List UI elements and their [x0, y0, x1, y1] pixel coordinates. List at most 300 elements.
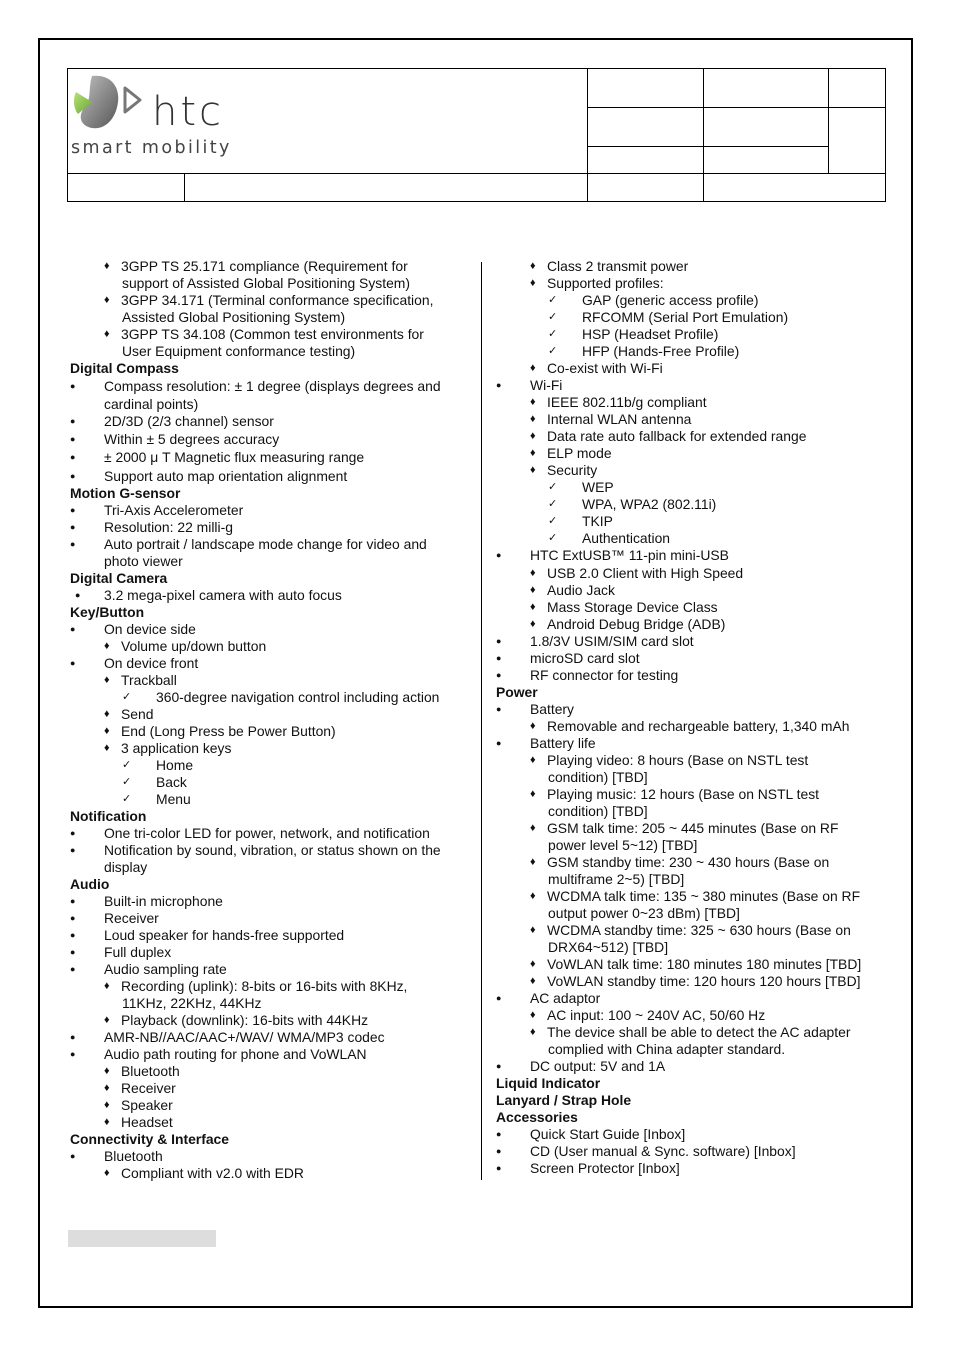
spec-text: Receiver — [104, 910, 159, 926]
spec-line — [496, 343, 739, 360]
spec-text: Back — [156, 774, 187, 790]
spec-line — [70, 791, 191, 808]
spec-text: GSM standby time: 230 ~ 430 hours (Base on — [547, 854, 830, 870]
header-col-line — [703, 69, 704, 202]
spec-text: ± 2000 μ T Magnetic flux measuring range — [104, 449, 365, 465]
spec-line — [496, 905, 740, 922]
brand-tagline: smart mobility — [71, 138, 232, 158]
checkmark-icon: ✓ — [548, 345, 558, 357]
spec-line — [496, 837, 697, 854]
section-heading — [70, 360, 179, 377]
spec-line — [70, 1012, 368, 1029]
spec-line — [70, 502, 243, 519]
spec-text: 1.8/3V USIM/SIM card slot — [530, 633, 694, 649]
header-col-line — [184, 173, 185, 202]
spec-line — [70, 258, 408, 275]
checkmark-icon: ✓ — [548, 532, 558, 544]
spec-line — [70, 638, 266, 655]
spec-line — [496, 956, 861, 973]
diamond-bullet-icon: ♦ — [530, 822, 536, 834]
spec-line — [70, 842, 441, 859]
spec-text: Notification by sound, vibration, or status shown on the — [104, 842, 441, 858]
spec-text: cardinal points) — [104, 396, 199, 412]
spec-text: HSP (Headset Profile) — [582, 326, 719, 342]
spec-text: Audio Jack — [547, 582, 615, 598]
diamond-bullet-icon: ♦ — [530, 958, 536, 970]
spec-text: Screen Protector [Inbox] — [530, 1160, 680, 1176]
spec-text: Within ± 5 degrees accuracy — [104, 431, 280, 447]
bullet-icon: ● — [70, 947, 76, 957]
bullet-icon: ● — [496, 380, 502, 390]
bullet-icon: ● — [70, 1151, 76, 1161]
spec-text: DRX64~512) [TBD] — [548, 939, 669, 955]
spec-text: Playback (downlink): 16-bits with 44KHz — [121, 1012, 369, 1028]
spec-text: On device side — [104, 621, 196, 637]
spec-text: Recording (uplink): 8-bits or 16-bits with 8KHz, — [121, 978, 408, 994]
spec-text: Resolution: 22 milli-g — [104, 519, 233, 535]
spec-text: GAP (generic access profile) — [582, 292, 759, 308]
bullet-icon: ● — [75, 590, 81, 600]
spec-line — [70, 689, 439, 706]
spec-text: Accessories — [496, 1109, 578, 1125]
spec-text: WEP — [582, 479, 614, 495]
spec-text: Digital Camera — [70, 570, 168, 586]
spec-line — [70, 519, 233, 536]
spec-text: Quick Start Guide [Inbox] — [530, 1126, 686, 1142]
spec-line — [70, 1165, 304, 1182]
section-heading — [70, 604, 144, 621]
spec-text: Playing music: 12 hours (Base on NSTL test — [547, 786, 820, 802]
spec-text: Home — [156, 757, 194, 773]
spec-line — [496, 565, 743, 582]
spec-line — [496, 786, 819, 803]
diamond-bullet-icon: ♦ — [530, 975, 536, 987]
spec-text: multiframe 2~5) [TBD] — [548, 871, 685, 887]
diamond-bullet-icon: ♦ — [104, 1099, 110, 1111]
spec-line — [496, 1024, 850, 1041]
spec-text: 3 application keys — [121, 740, 232, 756]
spec-line — [496, 667, 678, 684]
spec-line — [70, 1148, 163, 1165]
spec-text: Connectivity & Interface — [70, 1131, 230, 1147]
spec-line — [70, 995, 261, 1012]
spec-text: condition) [TBD] — [548, 769, 648, 785]
spec-line — [496, 582, 615, 599]
spec-text: Lanyard / Strap Hole — [496, 1092, 632, 1108]
section-heading — [70, 876, 109, 893]
spec-text: microSD card slot — [530, 650, 640, 666]
diamond-bullet-icon: ♦ — [530, 567, 536, 579]
bullet-icon: ● — [70, 964, 76, 974]
checkmark-icon: ✓ — [122, 759, 132, 771]
spec-text: IEEE 802.11b/g compliant — [547, 394, 707, 410]
spec-text: Tri-Axis Accelerometer — [104, 502, 244, 518]
spec-line — [70, 396, 198, 413]
spec-text: Co-exist with Wi-Fi — [547, 360, 663, 376]
diamond-bullet-icon: ♦ — [530, 430, 536, 442]
bullet-icon: ● — [70, 416, 76, 426]
spec-line — [496, 718, 849, 735]
header-row-divider — [68, 173, 886, 174]
spec-text: Removable and rechargeable battery, 1,340 mAh — [547, 718, 850, 734]
spec-text: ELP mode — [547, 445, 612, 461]
bullet-icon: ● — [496, 993, 502, 1003]
bullet-icon: ● — [70, 930, 76, 940]
spec-line — [496, 769, 648, 786]
spec-text: The device shall be able to detect the AC adapter — [547, 1024, 851, 1040]
spec-line — [70, 893, 223, 910]
bullet-icon: ● — [70, 505, 76, 515]
bullet-icon: ● — [496, 1163, 502, 1173]
diamond-bullet-icon: ♦ — [530, 924, 536, 936]
spec-text: Built-in microphone — [104, 893, 223, 909]
spec-line — [70, 1046, 367, 1063]
diamond-bullet-icon: ♦ — [530, 856, 536, 868]
spec-line — [70, 431, 279, 448]
spec-text: Trackball — [121, 672, 177, 688]
spec-text: User Equipment conformance testing) — [122, 343, 356, 359]
spec-text: Support auto map orientation alignment — [104, 468, 348, 484]
spec-text: support of Assisted Global Positioning System) — [122, 275, 410, 291]
spec-line — [496, 752, 808, 769]
checkmark-icon: ✓ — [122, 776, 132, 788]
spec-line — [70, 413, 274, 430]
spec-text: Audio path routing for phone and VoWLAN — [104, 1046, 367, 1062]
spec-text: Mass Storage Device Class — [547, 599, 718, 615]
spec-text: Full duplex — [104, 944, 172, 960]
spec-line — [70, 326, 424, 343]
spec-line — [70, 378, 441, 395]
spec-text: 11KHz, 22KHz, 44KHz — [122, 995, 262, 1011]
diamond-bullet-icon: ♦ — [530, 464, 536, 476]
diamond-bullet-icon: ♦ — [530, 396, 536, 408]
spec-text: 360-degree navigation control including action — [156, 689, 440, 705]
section-heading — [496, 1075, 600, 1092]
spec-line — [70, 536, 427, 553]
spec-text: Compliant with v2.0 with EDR — [121, 1165, 304, 1181]
bullet-icon: ● — [70, 624, 76, 634]
bullet-icon: ● — [496, 704, 502, 714]
spec-text: 3.2 mega-pixel camera with auto focus — [104, 587, 342, 603]
spec-text: Compass resolution: ± 1 degree (displays degrees and — [104, 378, 441, 394]
spec-text: Android Debug Bridge (ADB) — [547, 616, 726, 632]
spec-text: Speaker — [121, 1097, 173, 1113]
spec-text: 3GPP TS 34.108 (Common test environments for — [121, 326, 424, 342]
diamond-bullet-icon: ♦ — [104, 328, 110, 340]
spec-line — [496, 990, 600, 1007]
spec-line — [496, 258, 688, 275]
spec-line — [70, 859, 147, 876]
diamond-bullet-icon: ♦ — [104, 1014, 110, 1026]
spec-text: WPA, WPA2 (802.11i) — [582, 496, 717, 512]
spec-line — [70, 978, 407, 995]
diamond-bullet-icon: ♦ — [530, 413, 536, 425]
brand-wordmark: htc — [152, 89, 225, 135]
spec-text: Bluetooth — [121, 1063, 180, 1079]
spec-line — [70, 672, 177, 689]
spec-text: End (Long Press be Power Button) — [121, 723, 336, 739]
spec-line — [496, 513, 613, 530]
spec-text: Security — [547, 462, 598, 478]
spec-line — [496, 309, 788, 326]
column-divider — [481, 262, 482, 1180]
diamond-bullet-icon: ♦ — [530, 618, 536, 630]
spec-text: Liquid Indicator — [496, 1075, 601, 1091]
spec-line — [496, 820, 838, 837]
bullet-icon: ● — [70, 522, 76, 532]
bullet-icon: ● — [496, 1061, 502, 1071]
section-heading — [496, 1109, 578, 1126]
spec-line — [70, 910, 159, 927]
spec-line — [70, 774, 187, 791]
spec-line — [496, 479, 614, 496]
spec-text: Battery life — [530, 735, 596, 751]
spec-line — [496, 292, 759, 309]
bullet-icon: ● — [70, 658, 76, 668]
spec-text: WCDMA talk time: 135 ~ 380 minutes (Base on RF — [547, 888, 861, 904]
diamond-bullet-icon: ♦ — [104, 294, 110, 306]
spec-line — [70, 927, 344, 944]
spec-line — [496, 735, 596, 752]
diamond-bullet-icon: ♦ — [530, 584, 536, 596]
section-heading — [70, 1131, 229, 1148]
spec-line — [70, 757, 193, 774]
checkmark-icon: ✓ — [548, 294, 558, 306]
spec-text: CD (User manual & Sync. software) [Inbox] — [530, 1143, 796, 1159]
spec-text: DC output: 5V and 1A — [530, 1058, 666, 1074]
spec-text: HFP (Hands-Free Profile) — [582, 343, 740, 359]
spec-line — [496, 360, 663, 377]
spec-text: One tri-color LED for power, network, and notification — [104, 825, 430, 841]
header-col-line — [587, 69, 588, 202]
spec-line — [496, 1160, 680, 1177]
spec-text: Auto portrait / landscape mode change for video and — [104, 536, 427, 552]
spec-text: Digital Compass — [70, 360, 179, 376]
checkmark-icon: ✓ — [548, 515, 558, 527]
spec-line — [70, 655, 198, 672]
spec-text: Supported profiles: — [547, 275, 664, 291]
spec-text: 3GPP 34.171 (Terminal conformance specification, — [121, 292, 434, 308]
spec-line — [496, 462, 597, 479]
checkmark-icon: ✓ — [548, 311, 558, 323]
spec-line — [496, 922, 851, 939]
bullet-icon: ● — [70, 381, 76, 391]
spec-line — [70, 740, 231, 757]
spec-line — [496, 326, 718, 343]
spec-line — [70, 343, 355, 360]
checkmark-icon: ✓ — [548, 481, 558, 493]
diamond-bullet-icon: ♦ — [104, 674, 110, 686]
spec-line — [496, 633, 694, 650]
bullet-icon: ● — [70, 434, 76, 444]
spec-text: photo viewer — [104, 553, 183, 569]
bullet-icon: ● — [70, 452, 76, 462]
spec-text: 2D/3D (2/3 channel) sensor — [104, 413, 274, 429]
spec-text: Menu — [156, 791, 191, 807]
spec-line — [70, 292, 433, 309]
spec-text: complied with China adapter standard. — [548, 1041, 786, 1057]
spec-line — [496, 496, 716, 513]
spec-line — [70, 275, 410, 292]
spec-line — [496, 394, 707, 411]
bullet-icon: ● — [496, 550, 502, 560]
diamond-bullet-icon: ♦ — [530, 1026, 536, 1038]
spec-line — [496, 854, 829, 871]
spec-text: output power 0~23 dBm) [TBD] — [548, 905, 740, 921]
diamond-bullet-icon: ♦ — [104, 260, 110, 272]
section-heading — [70, 485, 180, 502]
bullet-icon: ● — [496, 1146, 502, 1156]
spec-text: Assisted Global Positioning System) — [122, 309, 346, 325]
spec-line — [70, 1080, 176, 1097]
spec-text: VoWLAN talk time: 180 minutes 180 minutes [TBD] — [547, 956, 862, 972]
diamond-bullet-icon: ♦ — [104, 640, 110, 652]
diamond-bullet-icon: ♦ — [530, 1009, 536, 1021]
spec-line — [496, 428, 806, 445]
section-heading — [496, 1092, 631, 1109]
spec-text: Audio sampling rate — [104, 961, 227, 977]
bullet-icon: ● — [70, 539, 76, 549]
spec-line — [496, 1007, 765, 1024]
spec-text: GSM talk time: 205 ~ 445 minutes (Base on RF — [547, 820, 839, 836]
spec-text: Playing video: 8 hours (Base on NSTL test — [547, 752, 809, 768]
bullet-icon: ● — [496, 1129, 502, 1139]
checkmark-icon: ✓ — [122, 691, 132, 703]
spec-line — [70, 621, 196, 638]
spec-line — [70, 723, 336, 740]
spec-line — [496, 888, 860, 905]
spec-line — [70, 309, 345, 326]
checkmark-icon: ✓ — [122, 793, 132, 805]
diamond-bullet-icon: ♦ — [530, 788, 536, 800]
spec-line — [70, 944, 171, 961]
spec-text: display — [104, 859, 148, 875]
spec-line — [70, 553, 183, 570]
spec-text: Battery — [530, 701, 575, 717]
diamond-bullet-icon: ♦ — [104, 708, 110, 720]
spec-line — [70, 1097, 173, 1114]
spec-line — [496, 599, 718, 616]
diamond-bullet-icon: ♦ — [104, 742, 110, 754]
spec-line — [496, 275, 664, 292]
bullet-icon: ● — [70, 1049, 76, 1059]
bullet-icon: ● — [70, 828, 76, 838]
spec-line — [496, 530, 670, 547]
bullet-icon: ● — [70, 471, 76, 481]
spec-line — [496, 1058, 665, 1075]
diamond-bullet-icon: ♦ — [530, 720, 536, 732]
spec-text: USB 2.0 Client with High Speed — [547, 565, 744, 581]
spec-line — [496, 701, 574, 718]
diamond-bullet-icon: ♦ — [530, 890, 536, 902]
spec-line — [70, 587, 342, 604]
spec-line — [70, 825, 430, 842]
spec-line — [496, 1143, 796, 1160]
diamond-bullet-icon: ♦ — [530, 601, 536, 613]
spec-text: AC adaptor — [530, 990, 601, 1006]
spec-line — [70, 468, 347, 485]
spec-line — [496, 616, 725, 633]
spec-line — [496, 445, 612, 462]
spec-text: Wi-Fi — [530, 377, 563, 393]
spec-text: Loud speaker for hands-free supported — [104, 927, 345, 943]
diamond-bullet-icon: ♦ — [530, 260, 536, 272]
spec-line — [70, 706, 153, 723]
spec-line — [70, 1114, 173, 1131]
spec-text: Receiver — [121, 1080, 176, 1096]
spec-text: Motion G-sensor — [70, 485, 181, 501]
spec-text: Class 2 transmit power — [547, 258, 689, 274]
diamond-bullet-icon: ♦ — [530, 447, 536, 459]
bullet-icon: ● — [70, 1032, 76, 1042]
header-cell-line — [587, 107, 828, 108]
spec-line — [70, 449, 364, 466]
diamond-bullet-icon: ♦ — [104, 725, 110, 737]
checkmark-icon: ✓ — [548, 328, 558, 340]
spec-text: Notification — [70, 808, 147, 824]
diamond-bullet-icon: ♦ — [104, 980, 110, 992]
spec-line — [496, 650, 640, 667]
spec-text: Bluetooth — [104, 1148, 163, 1164]
diamond-bullet-icon: ♦ — [530, 362, 536, 374]
checkmark-icon: ✓ — [548, 498, 558, 510]
bullet-icon: ● — [70, 896, 76, 906]
header-col-line — [828, 69, 829, 173]
spec-line — [496, 871, 684, 888]
bullet-icon: ● — [496, 738, 502, 748]
spec-text: RFCOMM (Serial Port Emulation) — [582, 309, 789, 325]
spec-text: Internal WLAN antenna — [547, 411, 692, 427]
header-cell-line — [587, 146, 828, 147]
spec-text: WCDMA standby time: 325 ~ 630 hours (Base on — [547, 922, 851, 938]
spec-line — [496, 939, 668, 956]
spec-text: TKIP — [582, 513, 613, 529]
footer-gray-block — [68, 1230, 216, 1247]
spec-text: Data rate auto fallback for extended range — [547, 428, 807, 444]
spec-line — [70, 961, 227, 978]
spec-text: Audio — [70, 876, 110, 892]
spec-text: condition) [TBD] — [548, 803, 648, 819]
spec-text: Send — [121, 706, 154, 722]
spec-text: Headset — [121, 1114, 173, 1130]
section-heading — [496, 684, 538, 701]
section-heading — [70, 808, 146, 825]
bullet-icon: ● — [70, 845, 76, 855]
header-cell-line — [828, 107, 886, 108]
spec-line — [496, 377, 562, 394]
diamond-bullet-icon: ♦ — [530, 277, 536, 289]
spec-line — [70, 1029, 385, 1046]
spec-line — [496, 547, 729, 564]
spec-text: Authentication — [582, 530, 671, 546]
bullet-icon: ● — [496, 653, 502, 663]
spec-text: Volume up/down button — [121, 638, 267, 654]
spec-text: VoWLAN standby time: 120 hours 120 hours [TBD] — [547, 973, 861, 989]
spec-text: On device front — [104, 655, 199, 671]
diamond-bullet-icon: ♦ — [530, 754, 536, 766]
spec-text: AMR-NB//AAC/AAC+/WAV/ WMA/MP3 codec — [104, 1029, 385, 1045]
bullet-icon: ● — [496, 636, 502, 646]
spec-line — [496, 1041, 785, 1058]
spec-line — [496, 803, 648, 820]
spec-text: 3GPP TS 25.171 compliance (Requirement for — [121, 258, 408, 274]
spec-line — [70, 1063, 180, 1080]
spec-line — [496, 973, 860, 990]
spec-text: RF connector for testing — [530, 667, 679, 683]
spec-line — [496, 1126, 685, 1143]
spec-text: power level 5~12) [TBD] — [548, 837, 698, 853]
spec-line — [496, 411, 691, 428]
